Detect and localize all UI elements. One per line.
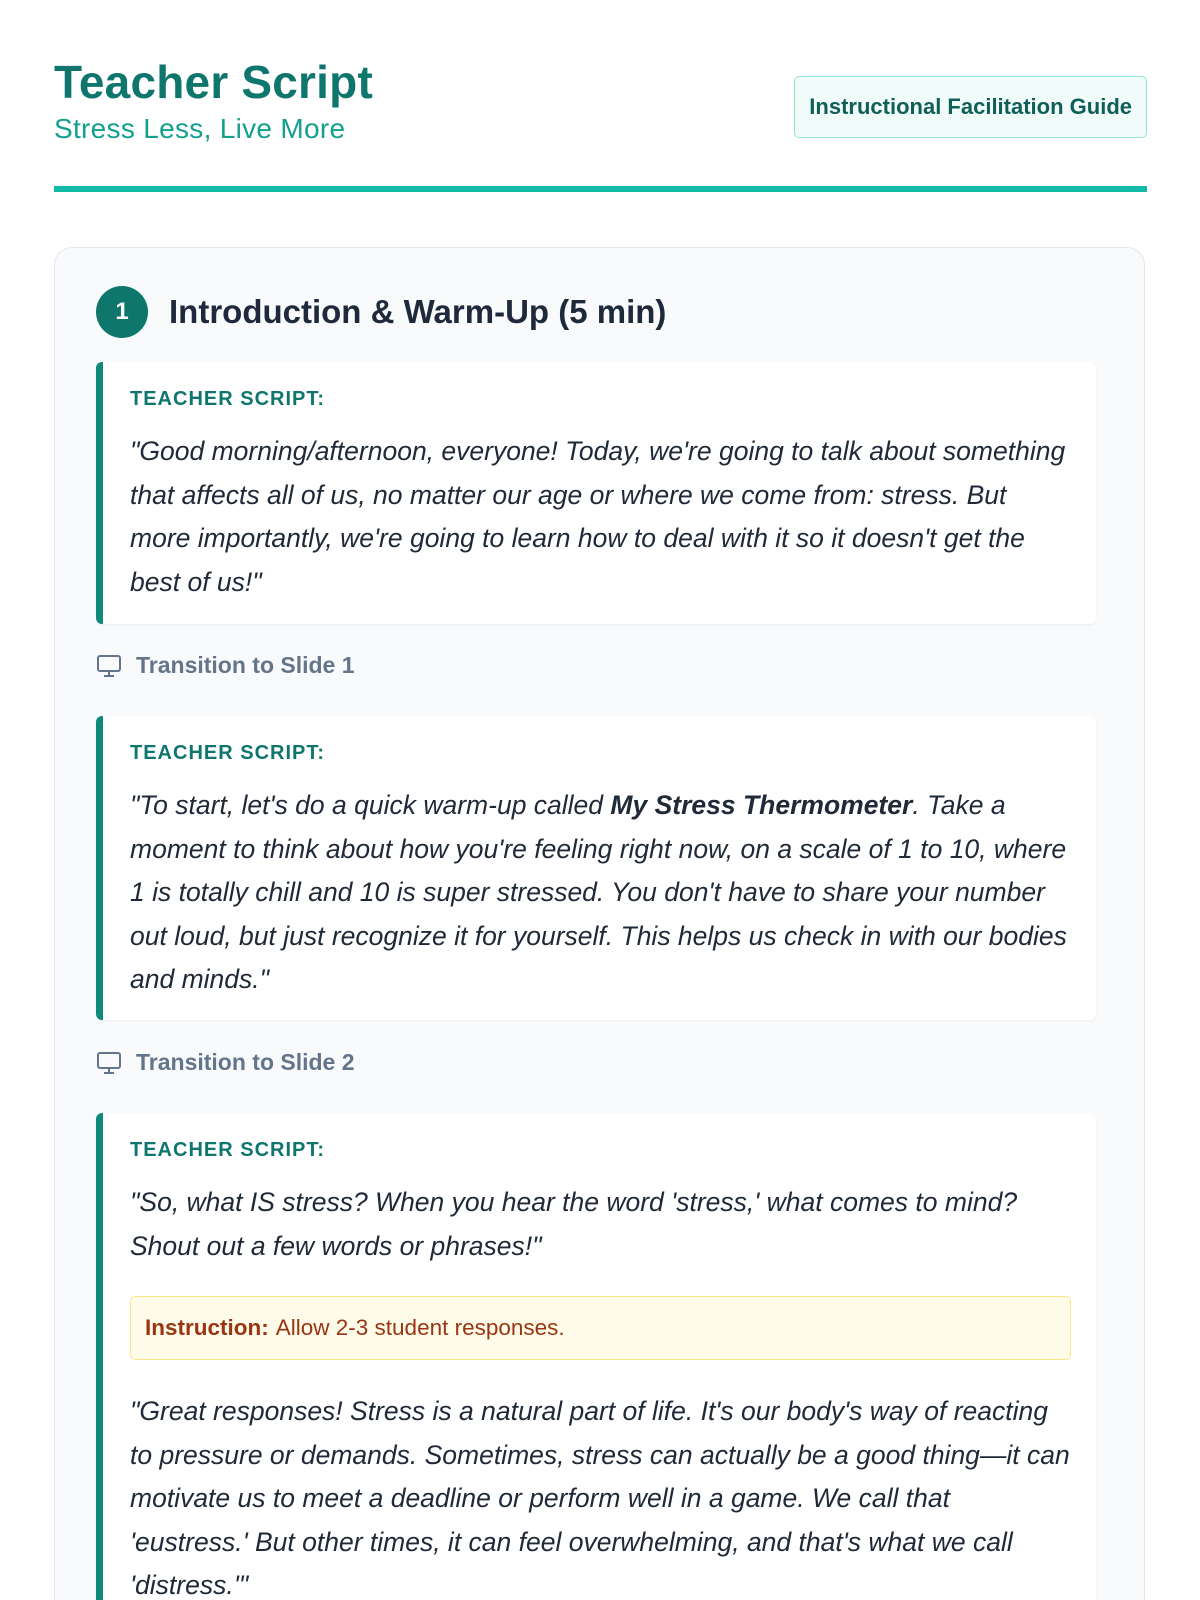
- activity-name: My Stress Thermometer: [610, 790, 913, 820]
- step-number-badge: 1: [96, 286, 148, 338]
- teacher-script-block: [96, 716, 1096, 1020]
- transition-label: Transition to Slide 1: [136, 652, 355, 678]
- script-label: TEACHER SCRIPT:: [130, 1139, 326, 1161]
- script-text-part: . Take a moment to think about how you're feeling right now, on a scale of 1 to 10, where 1 is totally chill and 10 is super stressed. You don't have to share your number out loud, but just recognize it for yourself. This helps us check in with our bodies and minds.": [130, 790, 1067, 994]
- page-header: [54, 56, 1147, 146]
- script-label: TEACHER SCRIPT:: [130, 742, 326, 764]
- section-card: [54, 247, 1145, 1600]
- instruction-callout: [130, 1296, 1071, 1360]
- script-text: "Great responses! Stress is a natural part of life. It's our body's way of reacting to pressure or demands. Sometimes, stress can actually be a good thing—it can motivate us to meet a deadline or perform well in a game. We call that 'eustress.' But other times, it can feel overwhelming, and that's what we call 'distress.'": [130, 1396, 1070, 1600]
- script-text-part: "To start, let's do a quick warm-up called: [130, 790, 611, 820]
- transition-slide-1: [96, 652, 355, 679]
- script-label: TEACHER SCRIPT:: [130, 388, 326, 410]
- guide-badge: Instructional Facilitation Guide: [794, 76, 1147, 138]
- teacher-script-block: [96, 1113, 1096, 1600]
- header-divider: [54, 186, 1147, 192]
- instruction-label: Instruction:: [145, 1315, 269, 1340]
- teacher-script-block: [96, 362, 1096, 624]
- transition-slide-2: [96, 1049, 355, 1076]
- page-subtitle: Stress Less, Live More: [54, 113, 346, 144]
- instruction-text: Allow 2-3 student responses.: [275, 1315, 565, 1340]
- section-title: Introduction & Warm-Up (5 min): [169, 293, 667, 330]
- script-text: [130, 784, 1071, 1002]
- monitor-icon: [96, 654, 122, 678]
- section-header: [96, 286, 666, 338]
- page-title: Teacher Script: [54, 56, 373, 108]
- monitor-icon: [96, 1051, 122, 1075]
- transition-label: Transition to Slide 2: [136, 1049, 355, 1075]
- script-text: "Good morning/afternoon, everyone! Today, we're going to talk about something that affects all of us, no matter our age or where we come from: stress. But more importantly, we're going to learn how to deal with it so it doesn't get the best of us!": [130, 436, 1066, 597]
- script-text: "So, what IS stress? When you hear the word 'stress,' what comes to mind? Shout out a few words or phrases!": [130, 1187, 1018, 1261]
